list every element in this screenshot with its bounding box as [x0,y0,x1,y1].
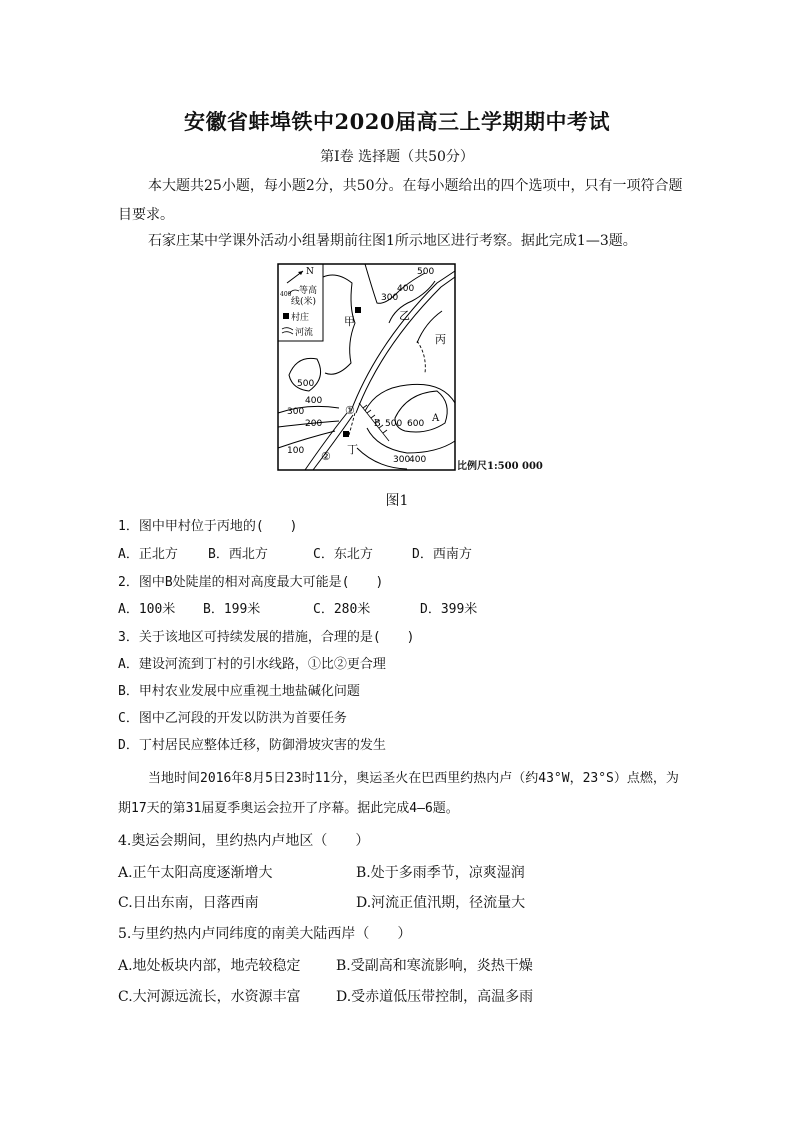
question-5-stem: 5.与里约热内卢同纬度的南美大陆西岸（ ） [118,926,412,942]
legend-river: 河流 [295,328,314,338]
label-ding: 丁 [347,443,358,456]
legend-village: 村庄 [291,313,310,323]
label-bing: 丙 [435,333,446,346]
question-5-option-b: B.受副高和寒流影响，炎热干燥 [336,958,533,974]
question-3-option-c: C．图中乙河段的开发以防洪为首要任务 [118,711,347,726]
question-1-option-b: B．西北方 [208,547,268,562]
question-4-option-b: B.处于多雨季节，凉爽湿润 [356,865,525,881]
figure-caption: 图1 [385,493,409,509]
question-2-option-a: A．100米 [118,602,176,617]
contour-value: 400 [409,455,427,465]
label-yi: 乙 [399,309,410,322]
contour-value: 500 [417,267,435,277]
label-route-2: ② [321,450,331,463]
contour-value: 500 [297,379,315,389]
contour-value: 400 [397,284,415,294]
contour-value: 400 [305,396,323,406]
question-2-option-b: B．199米 [203,602,261,617]
contour-value: 300 [393,455,411,465]
question-3-option-d: D．丁村居民应整体迁移，防御滑坡灾害的发生 [118,738,386,753]
legend-contour-value: 400 [280,291,292,298]
question-1-option-d: D．西南方 [412,547,472,562]
label-route-1: ① [345,404,355,417]
question-4-option-d: D.河流正值汛期，径流量大 [356,895,526,911]
village-jia-icon [355,307,361,313]
contour-value: 500 [385,419,403,429]
question-3-stem: 3．关于该地区可持续发展的措施，合理的是( ) [118,630,415,645]
legend-north: N [306,267,314,277]
question-1-option-a: A．正北方 [118,547,178,562]
question-group-stem-2: 当地时间2016年8月5日23时11分，奥运圣火在巴西里约热内卢（约43°W，23°S）点燃，为期17天的第31届夏季奥运会拉开了序幕。据此完成4—6题。 [118,771,679,816]
question-group-stem-1: 石家庄某中学课外活动小组暑期前往图1所示地区进行考察。据此完成1—3题。 [148,233,637,249]
label-jia: 甲 [344,315,355,328]
legend-contour-label-a: 等高 [299,286,318,296]
contour-value: 300 [381,293,399,303]
legend-contour-label-b: 线(米) [291,297,317,307]
question-2-option-d: D．399米 [420,602,478,617]
question-5-option-d: D.受赤道低压带控制，高温多雨 [336,989,534,1005]
question-1-stem: 1．图中甲村位于丙地的( ) [118,519,298,534]
contour-value: 200 [305,419,323,429]
question-5-option-c: C.大河源远流长，水资源丰富 [118,989,301,1005]
contour-map-figure [277,263,457,472]
question-4-option-a: A.正午太阳高度逐渐增大 [118,865,273,881]
contour-value: 600 [407,419,425,429]
village-legend-icon [283,313,289,319]
label-A: A [432,413,440,424]
village-ding-icon [343,431,349,437]
question-5-option-a: A.地处板块内部，地壳较稳定 [118,958,301,974]
exam-title: 安徽省蚌埠铁中2020届高三上学期期中考试 [184,109,610,134]
contour-value: 300 [287,407,305,417]
question-1-option-c: C．东北方 [313,547,373,562]
label-B: B [374,419,381,429]
map-scale: 比例尺1:500 000 [457,461,543,472]
instructions-paragraph: 本大题共25小题，每小题2分，共50分。在每小题给出的四个选项中，只有一项符合题目要求。 [118,178,683,223]
question-3-option-a: A．建设河流到丁村的引水线路，①比②更合理 [118,657,386,672]
question-4-option-c: C.日出东南，日落西南 [118,895,259,911]
question-3-option-b: B．甲村农业发展中应重视土地盐碱化问题 [118,684,360,699]
question-2-stem: 2．图中B处陡崖的相对高度最大可能是( ) [118,575,384,590]
question-2-option-c: C．280米 [313,602,371,617]
contour-value: 100 [287,446,305,456]
section-heading: 第Ⅰ卷 选择题（共50分） [320,149,474,165]
question-4-stem: 4.奥运会期间，里约热内卢地区（ ） [118,833,370,849]
